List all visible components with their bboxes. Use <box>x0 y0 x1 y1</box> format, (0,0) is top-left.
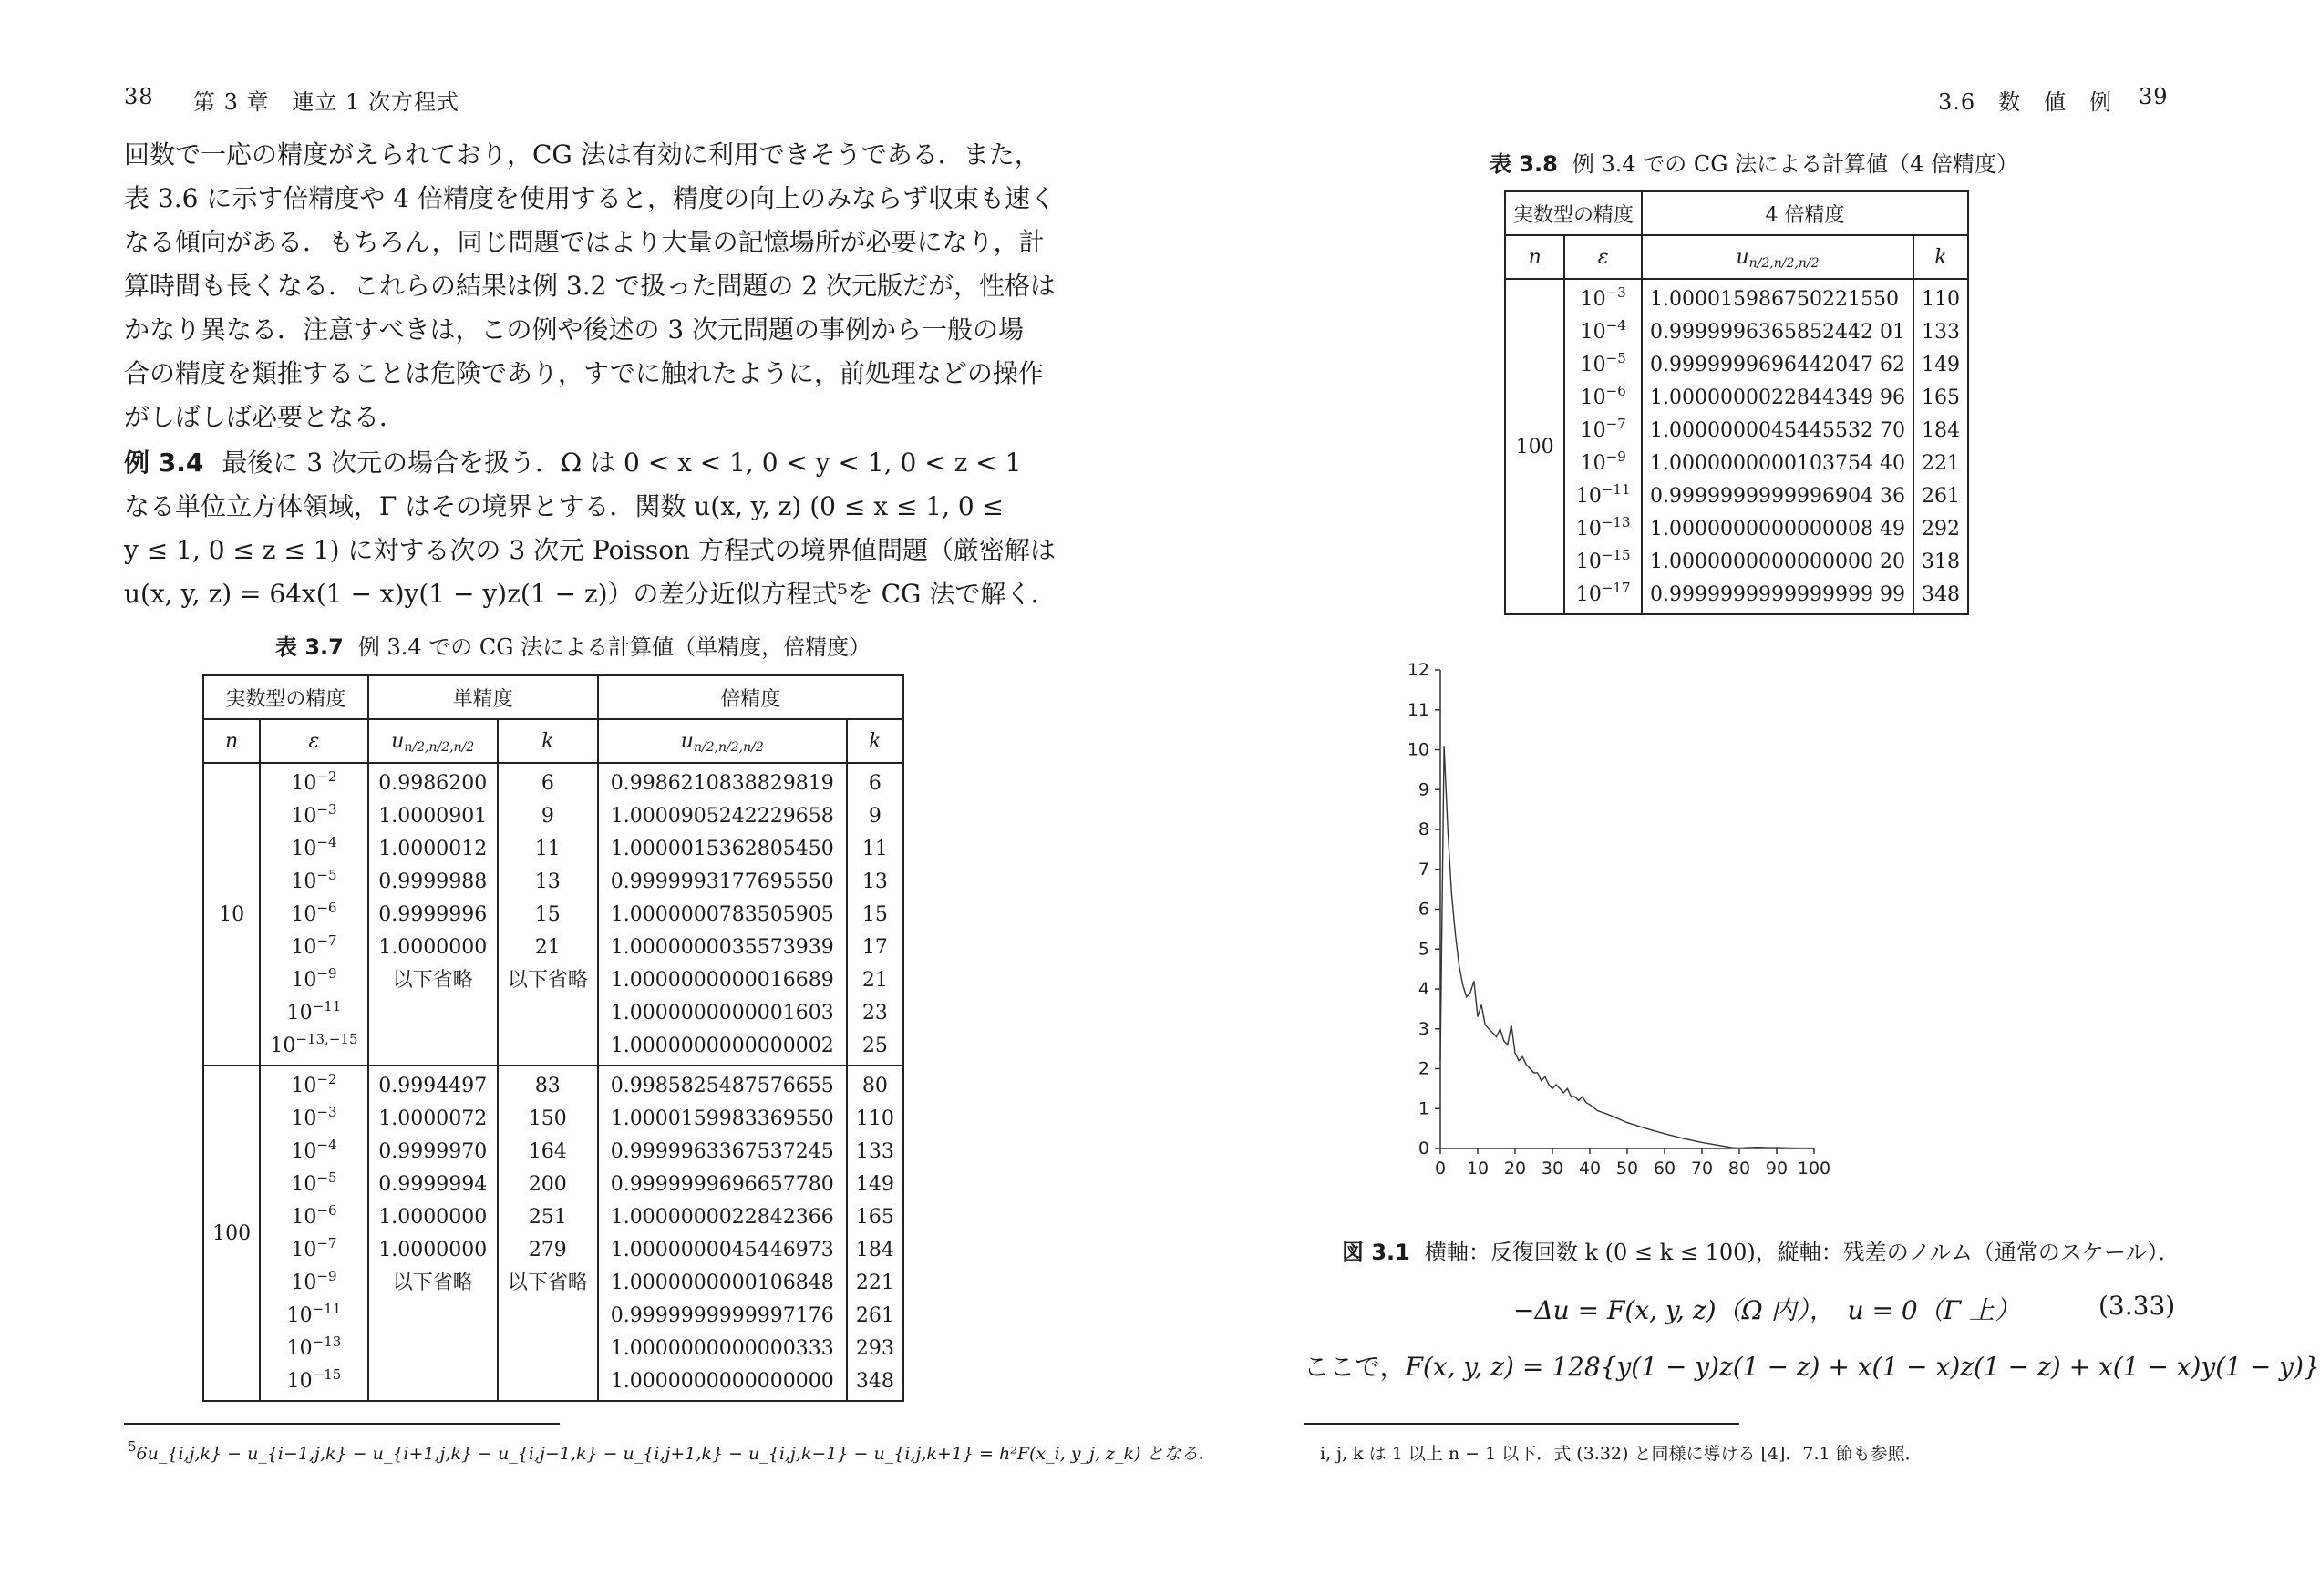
epsilon-col <box>1564 279 1642 614</box>
epsilon-col-cell: $10^{-13}$ <box>286 1333 342 1360</box>
n-value: 10 <box>203 763 260 1066</box>
single-k-col-cell: 9 <box>541 805 554 828</box>
col-u-double: $u_{n/2,n/2,n/2}$ <box>598 719 847 763</box>
quad-k-col-cell: 318 <box>1921 551 1960 573</box>
caption-text: 横軸：反復回数 k (0 ≤ k ≤ 100)，縦軸：残差のノルム（通常のスケール）． <box>1424 1240 2181 1265</box>
double-u-col-cell: 0.9999993177695550 <box>610 870 834 893</box>
quad-k-col-cell: 184 <box>1921 419 1960 442</box>
where-prefix: ここで， <box>1304 1352 1406 1382</box>
quad-u-col-cell: 1.0000000022844349 96 <box>1650 386 1905 409</box>
single-k-col-cell: 251 <box>528 1206 567 1229</box>
quad-u-col-cell: 1.0000000000000008 49 <box>1650 518 1905 541</box>
epsilon-col-cell: $10^{-3}$ <box>291 1104 337 1130</box>
table-3-8-caption <box>1490 146 2018 178</box>
table-row-group <box>203 1066 903 1401</box>
double-k-col-cell: 133 <box>855 1140 894 1163</box>
epsilon-col-cell: $10^{-5}$ <box>1580 350 1626 376</box>
double-u-col-cell: 1.0000000783505905 <box>610 903 834 926</box>
text-line: 合の精度を類推することは危険であり，すでに触れたように，前処理などの操作 <box>124 358 1044 388</box>
x-tick-label: 90 <box>1765 1158 1789 1179</box>
double-u-col-cell: 1.0000000000000002 <box>610 1035 834 1057</box>
single-u-col-cell: 以下省略 <box>392 969 473 992</box>
text-line: 回数で一応の精度がえられており，CG 法は有効に利用できそうである．また， <box>124 139 1040 170</box>
col-eps: ε <box>260 719 367 763</box>
header-quad: 4 倍精度 <box>1642 191 1968 235</box>
col-u-quad: $u_{n/2,n/2,n/2}$ <box>1642 235 1913 279</box>
chart-ticks <box>1407 660 1830 1179</box>
header-double: 倍精度 <box>598 675 903 719</box>
table-3-7-caption <box>275 629 871 661</box>
epsilon-col-cell: $10^{-11}$ <box>1575 481 1631 508</box>
footnote-5 <box>128 1440 1216 1465</box>
epsilon-col-cell: $10^{-4}$ <box>1580 317 1626 344</box>
chapter-title: 第 3 章 連立 1 次方程式 <box>193 89 460 115</box>
footnote-mark: 5 <box>128 1438 137 1455</box>
quad-u-col <box>1642 279 1913 614</box>
double-k-col <box>847 763 903 1066</box>
double-u-col <box>598 1066 847 1401</box>
quad-k-col <box>1913 279 1968 614</box>
single-k-col <box>498 763 598 1066</box>
x-tick-label: 100 <box>1797 1158 1831 1179</box>
single-u-col-cell: 1.0000000 <box>378 1206 488 1229</box>
text-line: なる傾向がある．もちろん，同じ問題ではより大量の記憶場所が必要になり，計 <box>124 227 1045 257</box>
x-tick-label: 0 <box>1434 1158 1447 1179</box>
double-k-col-cell: 149 <box>855 1173 894 1196</box>
double-k-col-cell: 23 <box>861 1002 888 1025</box>
double-u-col-cell: 0.9999999696657780 <box>610 1173 834 1196</box>
quad-u-col-cell: 0.9999999999996904 36 <box>1650 485 1905 508</box>
double-k-col <box>847 1066 903 1401</box>
single-k-col-cell: 13 <box>534 870 561 893</box>
col-u-single: $u_{n/2,n/2,n/2}$ <box>368 719 498 763</box>
y-tick-label: 12 <box>1407 660 1429 680</box>
single-u-col-cell: 0.9986200 <box>378 772 488 795</box>
single-k-col-cell: 150 <box>528 1107 567 1130</box>
single-k-col-cell: 200 <box>528 1173 567 1196</box>
double-k-col-cell: 110 <box>855 1107 894 1130</box>
col-n: n <box>1505 235 1564 279</box>
where-formula: F(x, y, z) = 128{y(1 − y)z(1 − z) + x(1 − x)z(1 − z) + x(1 − x)y(1 − y)} <box>1405 1352 2320 1382</box>
series-line <box>1440 746 1814 1148</box>
header-precision: 実数型の精度 <box>203 675 368 719</box>
single-k-col-cell <box>506 1333 590 1365</box>
epsilon-col-cell: $10^{-4}$ <box>291 834 337 860</box>
single-k-col-cell <box>506 997 590 1030</box>
single-u-col <box>368 763 498 1066</box>
example-label: 例 3.4 <box>124 448 204 478</box>
y-tick-label: 6 <box>1418 899 1429 920</box>
double-k-col-cell: 261 <box>855 1304 894 1327</box>
quad-k-col-cell: 149 <box>1921 354 1960 376</box>
quad-u-col-cell: 0.9999996365852442 01 <box>1650 321 1905 344</box>
epsilon-col-cell: $10^{-11}$ <box>286 998 342 1025</box>
epsilon-col-cell: $10^{-6}$ <box>291 900 337 926</box>
double-u-col-cell: 1.0000159983369550 <box>610 1107 834 1130</box>
table-3-7-body <box>203 763 903 1401</box>
caption-text: 例 3.4 での CG 法による計算値（単精度，倍精度） <box>357 634 871 660</box>
where-line <box>1304 1347 2320 1384</box>
table-row-group <box>203 763 903 1066</box>
col-k-quad: k <box>1913 235 1968 279</box>
quad-k-col-cell: 133 <box>1921 321 1960 344</box>
epsilon-col-cell: $10^{-3}$ <box>291 801 337 828</box>
single-u-col-cell <box>376 997 490 1030</box>
y-tick-label: 8 <box>1418 819 1429 839</box>
page-number: 39 <box>2139 84 2169 109</box>
text-line: かなり異なる．注意すべきは，この例や後述の 3 次元問題の事例から一般の場 <box>124 314 1025 345</box>
epsilon-col-cell: $10^{-6}$ <box>291 1202 337 1229</box>
epsilon-col-cell: $10^{-3}$ <box>1580 284 1626 311</box>
double-k-col-cell: 165 <box>855 1206 894 1229</box>
text-line: 表 3.6 に示す倍精度や 4 倍精度を使用すると，精度の向上のみならず収束も速く <box>124 183 1056 213</box>
table-3-8-body <box>1505 279 1968 614</box>
quad-u-col-cell: 1.0000000000103754 40 <box>1650 452 1905 475</box>
double-k-col-cell: 11 <box>861 838 888 860</box>
epsilon-col-cell: $10^{-7}$ <box>291 932 337 959</box>
epsilon-col <box>260 763 367 1066</box>
y-tick-label: 0 <box>1418 1138 1429 1158</box>
right-page <box>1139 0 2320 1596</box>
single-k-col-cell: 以下省略 <box>507 1272 588 1294</box>
col-eps: ε <box>1564 235 1642 279</box>
col-n: n <box>203 719 260 763</box>
epsilon-col <box>260 1066 367 1401</box>
epsilon-col-cell: $10^{-2}$ <box>291 768 337 795</box>
y-tick-label: 3 <box>1418 1018 1429 1039</box>
x-tick-label: 10 <box>1466 1158 1490 1179</box>
caption-text: 例 3.4 での CG 法による計算値（4 倍精度） <box>1572 151 2018 177</box>
y-tick-label: 4 <box>1418 979 1429 999</box>
epsilon-col-cell: $10^{-9}$ <box>1580 448 1626 475</box>
single-u-col-cell: 0.9999994 <box>378 1173 488 1196</box>
epsilon-col-cell: $10^{-15}$ <box>1575 547 1631 573</box>
single-k-col-cell: 279 <box>528 1239 567 1261</box>
double-k-col-cell: 221 <box>855 1272 894 1294</box>
epsilon-col-cell: $10^{-5}$ <box>291 867 337 893</box>
single-u-col-cell <box>376 1030 490 1063</box>
single-u-col-cell: 0.9999988 <box>378 870 488 893</box>
epsilon-col-cell: $10^{-13}$ <box>1575 514 1631 541</box>
single-u-col-cell: 以下省略 <box>392 1272 473 1294</box>
single-u-col-cell: 0.9994497 <box>378 1075 488 1097</box>
col-k-single: k <box>498 719 598 763</box>
quad-k-col-cell: 348 <box>1921 583 1960 606</box>
epsilon-col-cell: $10^{-13,-15}$ <box>270 1031 358 1057</box>
double-u-col-cell: 0.9985825487576655 <box>610 1075 834 1097</box>
single-k-col-cell: 6 <box>541 772 554 795</box>
double-u-col-cell: 1.0000000000106848 <box>610 1272 834 1294</box>
epsilon-col-cell: $10^{-6}$ <box>1580 383 1626 409</box>
epsilon-col-cell: $10^{-17}$ <box>1575 580 1631 606</box>
double-u-col-cell: 1.0000000000000333 <box>610 1337 834 1360</box>
double-u-col-cell: 1.0000000035573939 <box>610 936 834 959</box>
y-tick-label: 11 <box>1407 699 1429 720</box>
double-k-col-cell: 25 <box>861 1035 888 1057</box>
table-3-8 <box>1504 190 1969 615</box>
double-u-col-cell: 0.9999963367537245 <box>610 1140 834 1163</box>
quad-k-col-cell: 110 <box>1921 288 1960 311</box>
epsilon-col-cell: $10^{-2}$ <box>291 1071 337 1097</box>
text-line: がしばしば必要となる． <box>124 402 406 432</box>
table-row-group <box>1505 279 1968 614</box>
text-line: 算時間も長くなる．これらの結果は例 3.2 で扱った問題の 2 次元版だが，性格は <box>124 271 1056 301</box>
double-u-col-cell: 0.9986210838829819 <box>610 772 834 795</box>
quad-k-col-cell: 165 <box>1921 386 1960 409</box>
single-k-col-cell: 以下省略 <box>507 969 588 992</box>
single-u-col-cell: 1.0000012 <box>378 838 488 860</box>
quad-u-col-cell: 0.9999999696442047 62 <box>1650 354 1905 376</box>
quad-u-col-cell: 1.000015986750221550 <box>1650 288 1899 311</box>
single-k-col-cell <box>506 1300 590 1333</box>
single-k-col-cell: 15 <box>534 903 561 926</box>
n-value: 100 <box>1505 279 1564 614</box>
double-k-col-cell: 17 <box>861 936 888 959</box>
epsilon-col-cell: $10^{-5}$ <box>291 1169 337 1196</box>
double-u-col-cell: 0.9999999999997176 <box>610 1304 834 1327</box>
double-u-col-cell: 1.0000000045446973 <box>610 1239 834 1261</box>
x-tick-label: 60 <box>1653 1158 1676 1179</box>
x-tick-label: 80 <box>1727 1158 1751 1179</box>
text-line: y ≤ 1, 0 ≤ z ≤ 1) に対する次の 3 次元 Poisson 方程式の境界値問題（厳密解は <box>124 535 1056 565</box>
epsilon-col-cell: $10^{-7}$ <box>1580 416 1626 442</box>
quad-u-col-cell: 0.9999999999999999 99 <box>1650 583 1905 606</box>
double-k-col-cell: 15 <box>861 903 888 926</box>
single-u-col-cell <box>376 1300 490 1333</box>
footnote-rule <box>124 1423 560 1425</box>
quad-u-col-cell: 1.0000000000000000 20 <box>1650 551 1905 573</box>
double-k-col-cell: 293 <box>855 1337 894 1360</box>
y-tick-label: 9 <box>1418 779 1429 800</box>
single-u-col-cell <box>376 1365 490 1398</box>
caption-label: 表 3.7 <box>275 634 344 660</box>
epsilon-col-cell: $10^{-9}$ <box>291 1268 337 1294</box>
double-u-col-cell: 1.0000000000016689 <box>610 969 834 992</box>
single-u-col-cell: 1.0000901 <box>378 805 488 828</box>
table-3-7 <box>202 674 904 1402</box>
example-paragraph <box>124 441 1057 616</box>
epsilon-col-cell: $10^{-11}$ <box>286 1301 342 1327</box>
double-k-col-cell: 80 <box>861 1075 888 1097</box>
single-k-col-cell: 164 <box>528 1140 567 1163</box>
double-u-col-cell: 1.0000015362805450 <box>610 838 834 860</box>
double-u-col-cell: 1.0000000000000000 <box>610 1370 834 1393</box>
footnote-rule <box>1304 1423 1739 1425</box>
single-u-col-cell: 0.9999996 <box>378 903 488 926</box>
single-k-col-cell: 83 <box>534 1075 561 1097</box>
quad-u-col-cell: 1.0000000045445532 70 <box>1650 419 1905 442</box>
single-u-col-cell <box>376 1333 490 1365</box>
double-k-col-cell: 6 <box>868 772 882 795</box>
header-precision: 実数型の精度 <box>1505 191 1642 235</box>
double-k-col-cell: 348 <box>855 1370 894 1393</box>
quad-k-col-cell: 292 <box>1921 518 1960 541</box>
equation-number: (3.33) <box>2098 1291 2176 1321</box>
epsilon-col-cell: $10^{-4}$ <box>291 1137 337 1163</box>
double-u-col-cell: 1.0000000022842366 <box>610 1206 834 1229</box>
x-tick-label: 50 <box>1615 1158 1639 1179</box>
double-k-col-cell: 9 <box>868 805 882 828</box>
single-k-col-cell: 11 <box>534 838 561 860</box>
intro-paragraph <box>124 133 1056 439</box>
x-tick-label: 40 <box>1578 1158 1602 1179</box>
text-line: u(x, y, z) = 64x(1 − x)y(1 − y)z(1 − z)）の差分近似方程式⁵を CG 法で解く． <box>124 579 1057 609</box>
single-u-col-cell: 1.0000072 <box>378 1107 488 1130</box>
single-k-col-cell <box>506 1365 590 1398</box>
double-u-col <box>598 763 847 1066</box>
section-head: 3.6 数 値 例 <box>1938 89 2113 115</box>
double-u-col-cell: 1.0000905242229658 <box>610 805 834 828</box>
y-tick-label: 2 <box>1418 1058 1429 1079</box>
double-k-col-cell: 21 <box>861 969 888 992</box>
n-value: 100 <box>203 1066 260 1401</box>
equation-3-33: −Δu = F(x, y, z)（Ω 内）， u = 0（Γ 上） <box>1513 1295 2021 1325</box>
single-k-col-cell <box>506 1030 590 1063</box>
text-line: 最後に 3 次元の場合を扱う．Ω は 0 < x < 1, 0 < y < 1, 0 < z < 1 <box>222 448 1022 478</box>
quad-k-col-cell: 261 <box>1921 485 1960 508</box>
epsilon-col-cell: $10^{-15}$ <box>286 1366 342 1393</box>
figure-3-1-caption <box>1342 1234 2180 1266</box>
col-k-double: k <box>847 719 903 763</box>
double-k-col-cell: 13 <box>861 870 888 893</box>
y-tick-label: 7 <box>1418 859 1429 880</box>
header-single: 単精度 <box>368 675 598 719</box>
single-u-col-cell: 1.0000000 <box>378 1239 488 1261</box>
caption-label: 表 3.8 <box>1490 151 1558 177</box>
y-tick-label: 5 <box>1418 939 1429 960</box>
single-k-col-cell: 21 <box>534 936 561 959</box>
epsilon-col-cell: $10^{-9}$ <box>291 965 337 992</box>
x-tick-label: 70 <box>1690 1158 1714 1179</box>
x-tick-label: 30 <box>1541 1158 1564 1179</box>
y-tick-label: 10 <box>1407 739 1429 760</box>
double-k-col-cell: 184 <box>855 1239 894 1261</box>
single-u-col-cell: 0.9999970 <box>378 1140 488 1163</box>
quad-k-col-cell: 221 <box>1921 452 1960 475</box>
y-tick-label: 1 <box>1418 1098 1429 1119</box>
x-tick-label: 20 <box>1503 1158 1527 1179</box>
residual-chart <box>1404 652 1831 1199</box>
chart-axes <box>1440 670 1814 1148</box>
page-number: 38 <box>124 84 154 109</box>
single-u-col-cell: 1.0000000 <box>378 936 488 959</box>
footnote-continued: i, j, k は 1 以上 n − 1 以下．式 (3.32) と同様に導ける [4]．7.1 節も参照． <box>1320 1444 1923 1464</box>
text-line: なる単位立方体領域，Γ はその境界とする．関数 u(x, y, z) (0 ≤ x ≤ 1, 0 ≤ <box>124 491 1005 521</box>
footnote-text: 6u_{i,j,k} − u_{i−1,j,k} − u_{i+1,j,k} − u_{i,j−1,k} − u_{i,j+1,k} − u_{i,j,k−1} − u_{i,j,k+1} = h²F(x_i, y_j, z_k) となる． <box>136 1444 1216 1464</box>
caption-label: 図 3.1 <box>1342 1240 1410 1265</box>
double-u-col-cell: 1.0000000000001603 <box>610 1002 834 1025</box>
epsilon-col-cell: $10^{-7}$ <box>291 1235 337 1261</box>
single-k-col <box>498 1066 598 1401</box>
single-u-col <box>368 1066 498 1401</box>
